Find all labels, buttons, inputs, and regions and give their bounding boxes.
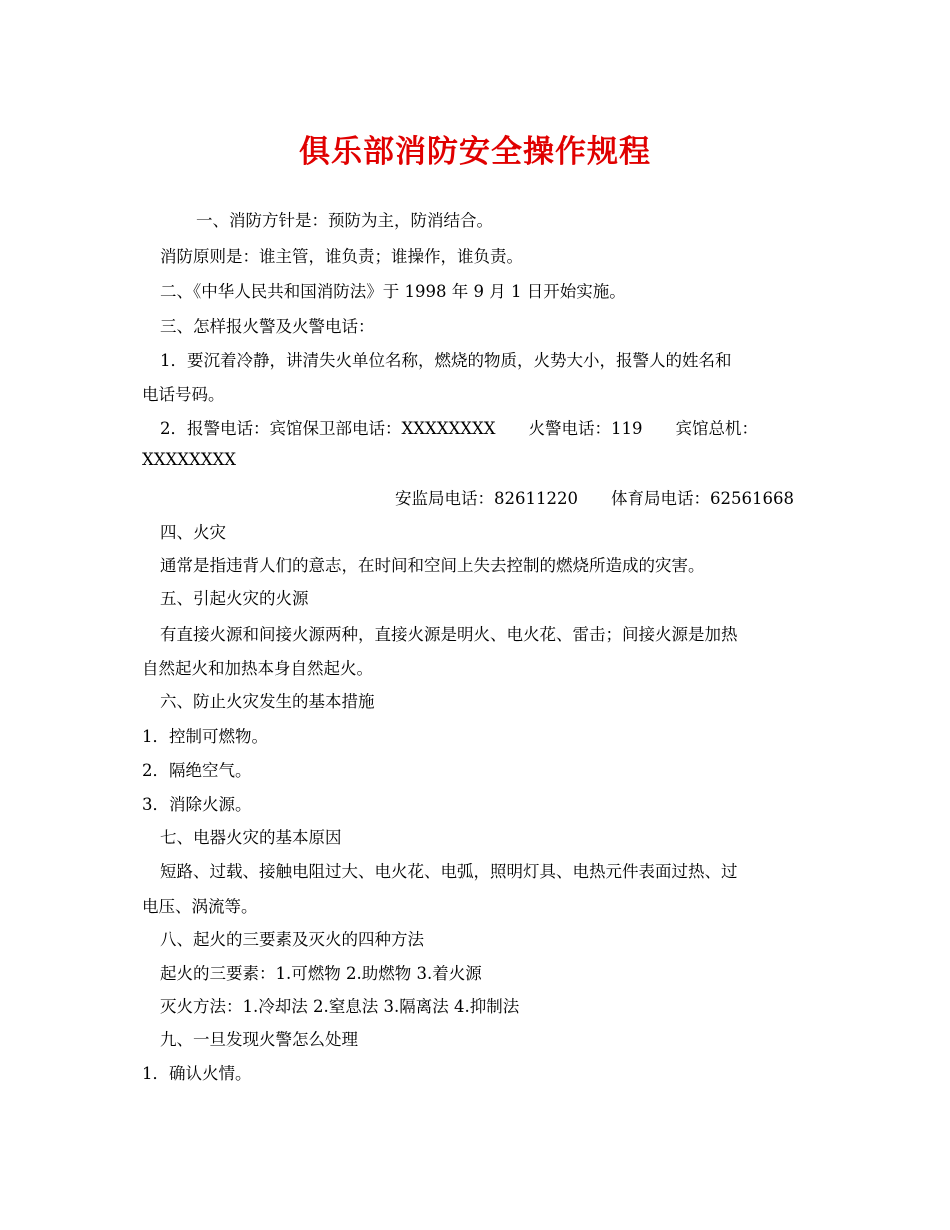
phone-line: 2．报警电话：宾馆保卫部电话：XXXXXXXX 火警电话：119 宾馆总机： [160,419,758,438]
paragraph-line: 电压、涡流等。 [142,897,258,916]
section-heading: 六、防止火灾发生的基本措施 [160,692,375,711]
document-title: 俱乐部消防安全操作规程 [299,134,651,170]
section-heading: 八、起火的三要素及灭火的四种方法 [160,930,424,949]
paragraph-line: 起火的三要素：1.可燃物 2.助燃物 3.着火源 [160,964,482,983]
phone-line: XXXXXXXX [142,450,236,469]
phone-line: 安监局电话：82611220 体育局电话：62561668 [395,489,794,508]
paragraph-line: 有直接火源和间接火源两种，直接火源是明火、电火花、雷击；间接火源是加热 [160,625,738,644]
policy-line: 一、消防方针是：预防为主，防消结合。 [196,211,493,230]
list-item: 1．控制可燃物。 [142,727,268,746]
section-heading: 七、电器火灾的基本原因 [160,828,342,847]
paragraph-line: 电话号码。 [142,385,225,404]
list-item: 1．确认火情。 [142,1064,252,1083]
section-heading: 三、怎样报火警及火警电话： [160,317,375,336]
paragraph-line: 通常是指违背人们的意志，在时间和空间上失去控制的燃烧所造成的灾害。 [160,556,705,575]
section-heading: 五、引起火灾的火源 [160,589,309,608]
section-heading: 四、火灾 [160,523,226,542]
section-heading: 九、一旦发现火警怎么处理 [160,1030,358,1049]
paragraph-line: 灭火方法：1.冷却法 2.窒息法 3.隔离法 4.抑制法 [160,997,520,1016]
law-line: 二、《中华人民共和国消防法》于 1998 年 9 月 1 日开始实施。 [160,282,626,301]
paragraph-line: 短路、过载、接触电阻过大、电火花、电弧，照明灯具、电热元件表面过热、过 [160,862,738,881]
list-item: 3．消除火源。 [142,795,252,814]
paragraph-line: 1．要沉着冷静，讲清失火单位名称，燃烧的物质，火势大小，报警人的姓名和 [160,351,732,370]
paragraph-line: 自然起火和加热本身自然起火。 [142,659,373,678]
principle-line: 消防原则是：谁主管，谁负责；谁操作，谁负责。 [160,247,523,266]
list-item: 2．隔绝空气。 [142,761,252,780]
